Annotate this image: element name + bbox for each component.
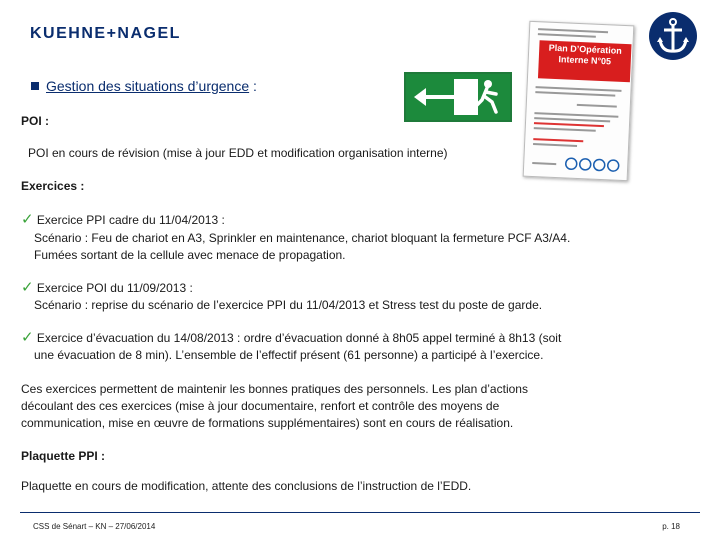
- summary-line-3: communication, mise en œuvre de formations supplémentaires) sont en cours de réalisation.: [21, 416, 514, 430]
- plaquette-text: Plaquette en cours de modification, attente des conclusions de l’instruction de l’EDD.: [21, 479, 472, 493]
- exercise-3-line-1: une évacuation de 8 min). L’ensemble de l’effectif présent (61 personne) a participé à l’exercice.: [34, 348, 544, 362]
- checkmark-icon: ✓: [21, 329, 34, 346]
- exercise-2-title: Exercice POI du 11/09/2013 :: [36, 281, 193, 295]
- doc-info-icons: [564, 156, 621, 172]
- exercise-item-title: [21, 330, 561, 346]
- footer-left-text: CSS de Sénart – KN – 27/06/2014: [33, 522, 156, 531]
- doc-text-line: [533, 143, 577, 147]
- exercise-1-line-1: Scénario : Feu de chariot en A3, Sprinkler en maintenance, chariot bloquant la fermeture PCF A3/A4.: [34, 231, 571, 245]
- exercise-1-title: Exercice PPI cadre du 11/04/2013 :: [36, 213, 225, 227]
- doc-text-line: [534, 122, 604, 127]
- poi-text: POI en cours de révision (mise à jour EDD et modification organisation interne): [28, 146, 448, 160]
- emergency-exit-sign-icon: [404, 72, 512, 122]
- doc-text-line: [533, 138, 583, 142]
- exercise-item-title: [21, 280, 193, 296]
- exercise-2-line-1: Scénario : reprise du scénario de l’exercice PPI du 11/04/2013 et Stress test du poste de garde.: [34, 298, 543, 312]
- kuehne-nagel-logo: KUEHNE+NAGEL: [30, 25, 181, 42]
- checkmark-icon: ✓: [21, 279, 34, 296]
- poi-heading: POI :: [21, 114, 50, 128]
- exercices-heading: Exercices :: [21, 179, 85, 193]
- section-title-colon: :: [253, 78, 257, 94]
- doc-text-line: [535, 91, 615, 96]
- doc-text-line: [538, 28, 608, 33]
- section-title-text: Gestion des situations d’urgence: [46, 78, 250, 94]
- poi-document-thumbnail: [523, 21, 635, 181]
- summary-line-2: découlant des ces exercices (mise à jour documentaire, renfort et contrôle des moyens de: [21, 399, 500, 413]
- doc-text-line: [534, 127, 596, 132]
- doc-text-line: [538, 33, 596, 38]
- doc-text-line: [577, 104, 617, 108]
- summary-line-1: Ces exercices permettent de maintenir les bonnes pratiques des personnels. Les plan d’actions: [21, 382, 528, 396]
- checkmark-icon: ✓: [21, 211, 34, 228]
- anchor-logo-icon: [649, 12, 697, 60]
- exercise-3-title: Exercice d’évacuation du 14/08/2013 : ordre d’évacuation donné à 8h05 appel terminé à 8h13 (soit: [36, 331, 562, 345]
- exercise-item-title: [21, 212, 225, 228]
- section-title: [31, 78, 257, 94]
- doc-title: [539, 42, 632, 68]
- doc-title-line1: Plan D’Opération: [548, 42, 622, 56]
- doc-title-line2: Interne N°05: [558, 54, 612, 67]
- doc-text-line: [532, 162, 556, 165]
- plaquette-heading: Plaquette PPI :: [21, 449, 106, 463]
- square-bullet-icon: [31, 82, 39, 90]
- page-number: p. 18: [662, 522, 680, 531]
- exercise-1-line-2: Fumées sortant de la cellule avec menace de propagation.: [34, 248, 346, 262]
- footer-divider: [20, 512, 700, 513]
